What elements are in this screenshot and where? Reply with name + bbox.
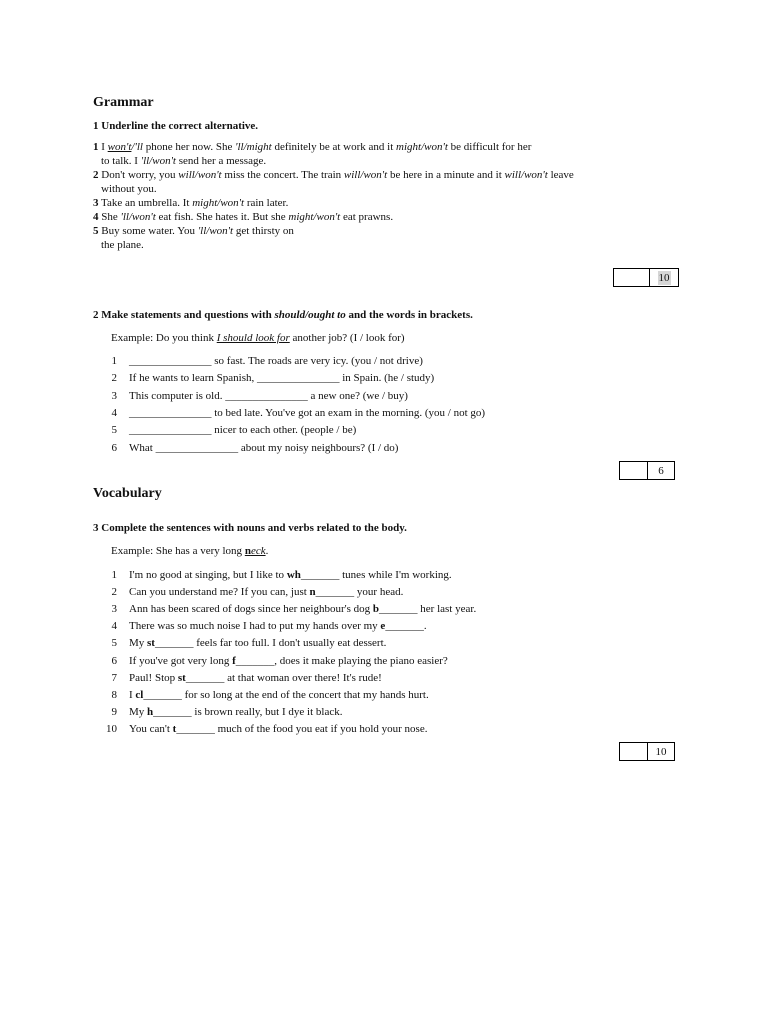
text-run: Paul! Stop [129,671,178,684]
text-run: miss the concert. The train [221,169,344,181]
text-run: might/won't [288,211,341,223]
text-run: 'll/won't [140,155,176,167]
text-run: be difficult for her [447,141,532,153]
text-run: might/won't [192,197,245,209]
text-run: without you. [101,183,157,195]
text-run: will/won't [343,169,388,181]
text-run: to talk. I [101,155,141,167]
task2-score-box [619,461,675,480]
text-run: st [177,671,186,684]
task2-item: This computer is old. _______________ a new one? (we / buy) [129,389,408,402]
task3-example [111,544,268,558]
task1-item-continuation [101,238,144,252]
task3-item [129,602,476,616]
task1-score-total: 10 [658,271,670,284]
text-run: _______ your head. [315,586,404,599]
task3-title: 3 Complete the sentences with nouns and verbs related to the body. [93,522,407,534]
text-run: eat prawns. [340,211,394,223]
text-run: f [232,654,236,667]
text-run: another job? (I / look for) [289,332,405,344]
text-run: Example: Do you think [111,332,217,344]
text-run: _______ is brown really, but I dye it black. [153,705,343,718]
task1-score-blank[interactable] [614,269,650,286]
task2-item: _______________ nicer to each other. (people / be) [129,424,357,437]
text-run: Buy some water. You [98,225,198,237]
text-run: will/won't [504,169,548,181]
text-run: won't [107,141,132,153]
text-run: _______ for so long at the end of the concert that my hands hurt. [143,688,429,701]
task1-item-continuation [101,154,266,168]
text-run: She [98,211,121,223]
item-number: 5 [111,424,117,437]
task1-item [93,224,294,238]
text-run: t [172,722,177,735]
item-number: 3 [111,389,117,402]
text-run: n [244,545,251,557]
text-run: phone her now. She [142,141,236,153]
vocabulary-heading: Vocabulary [93,486,162,501]
text-run: definitely be at work and it [271,141,397,153]
item-number: 1 [111,569,117,581]
task3-item [129,636,386,650]
task3-item [129,705,342,719]
text-run: You can't [129,722,173,735]
item-number: 5 [93,225,99,237]
task3-item [129,568,452,582]
task3-item [129,688,429,702]
item-number: 8 [111,688,117,701]
grammar-heading: Grammar [93,95,154,110]
task2-item: What _______________ about my noisy neighbours? (I / do) [129,441,399,454]
text-run: 'll/might [235,141,272,153]
task3-item [129,585,403,599]
item-number: 4 [111,620,117,633]
task1-title: 1 Underline the correct alternative. [93,120,259,132]
text-run: _______, does it make playing the piano easier? [235,654,448,667]
text-run: h [147,705,154,718]
text-run: be here in a minute and it [387,169,505,181]
task2-item: _______________ to bed late. You've got an exam in the morning. (you / not go) [129,406,486,419]
task3-score-box [619,742,675,761]
text-run: _______ much of the food you eat if you hold your nose. [176,722,428,735]
text-run: _______ tunes while I'm working. [300,569,452,581]
text-run: rain later. [244,197,289,209]
text-run: will/won't [178,169,222,181]
text-run: _______ at that woman over there! It's rude! [185,671,382,684]
task3-score-blank[interactable] [620,743,648,760]
text-run: I [129,688,136,701]
text-run: and the words in brackets. [345,309,473,321]
text-run: b [372,603,380,616]
text-run: My [129,705,148,718]
task1-item [93,168,574,182]
text-run: I'm no good at singing, but I like to [129,569,287,581]
task2-example [111,331,405,345]
item-number: 4 [93,211,99,223]
text-run: eck [250,545,266,557]
text-run: eat fish. She hates it. But she [155,211,289,223]
text-run: cl [135,688,144,701]
text-run: Can you understand me? If you can, just [129,586,310,599]
task1-item [93,196,288,210]
task3-score-total: 10 [655,745,667,758]
item-number: 5 [111,637,117,650]
item-number: 7 [111,671,117,684]
task1-item [93,140,531,154]
task2-item: If he wants to learn Spanish, _______________ in Spain. (he / study) [129,372,435,385]
text-run: Ann has been scared of dogs since her neighbour's dog [129,603,373,616]
text-run: e [380,620,386,633]
text-run: the plane. [101,239,144,251]
text-run: 'll/won't [197,225,234,237]
text-run: Example: She has a very long [111,545,245,557]
task1-item-continuation [101,182,157,196]
text-run: n [309,586,316,599]
item-number: 2 [111,586,117,599]
text-run: I should look for [216,332,290,344]
item-number: 2 [111,372,117,385]
text-run: st [147,637,155,650]
text-run: 2 Make statements and questions with [93,309,275,321]
item-number: 6 [111,441,117,454]
text-run: leave [547,169,574,181]
item-number: 9 [111,705,117,718]
item-number: 3 [111,603,117,616]
task3-item [129,671,382,685]
task3-item [129,722,427,736]
text-run: get thirsty on [233,225,294,237]
text-run: . [265,545,269,557]
text-run: _______ feels far too full. I don't usually eat dessert. [154,637,387,650]
item-number: 1 [93,141,99,153]
item-number: 4 [111,406,117,419]
task3-item [129,654,448,668]
task1-score-box [613,268,679,287]
text-run: I [98,141,108,153]
text-run: should/ought to [274,309,346,321]
text-run: wh [286,569,301,581]
item-number: 6 [111,654,117,667]
item-number: 3 [93,197,99,209]
text-run: _______. [385,620,427,633]
text-run: _______ her last year. [379,603,477,616]
text-run: There was so much noise I had to put my hands over my [129,620,381,633]
item-number: 10 [106,722,117,735]
task2-score-total: 6 [658,464,664,477]
task2-score-blank[interactable] [620,462,648,479]
text-run: Don't worry, you [98,169,179,181]
text-run: send her a message. [176,155,267,167]
task3-item [129,619,427,633]
text-run: If you've got very long [129,654,233,667]
task2-title [93,308,473,322]
task2-item: _______________ so fast. The roads are very icy. (you / not drive) [129,355,423,367]
text-run: 'll/won't [120,211,156,223]
item-number: 1 [111,355,117,367]
task1-item [93,210,393,224]
text-run: Take an umbrella. It [98,197,193,209]
text-run: might/won't [396,141,448,153]
item-number: 2 [93,169,99,181]
text-run: /'ll [131,141,143,153]
text-run: My [129,637,148,650]
